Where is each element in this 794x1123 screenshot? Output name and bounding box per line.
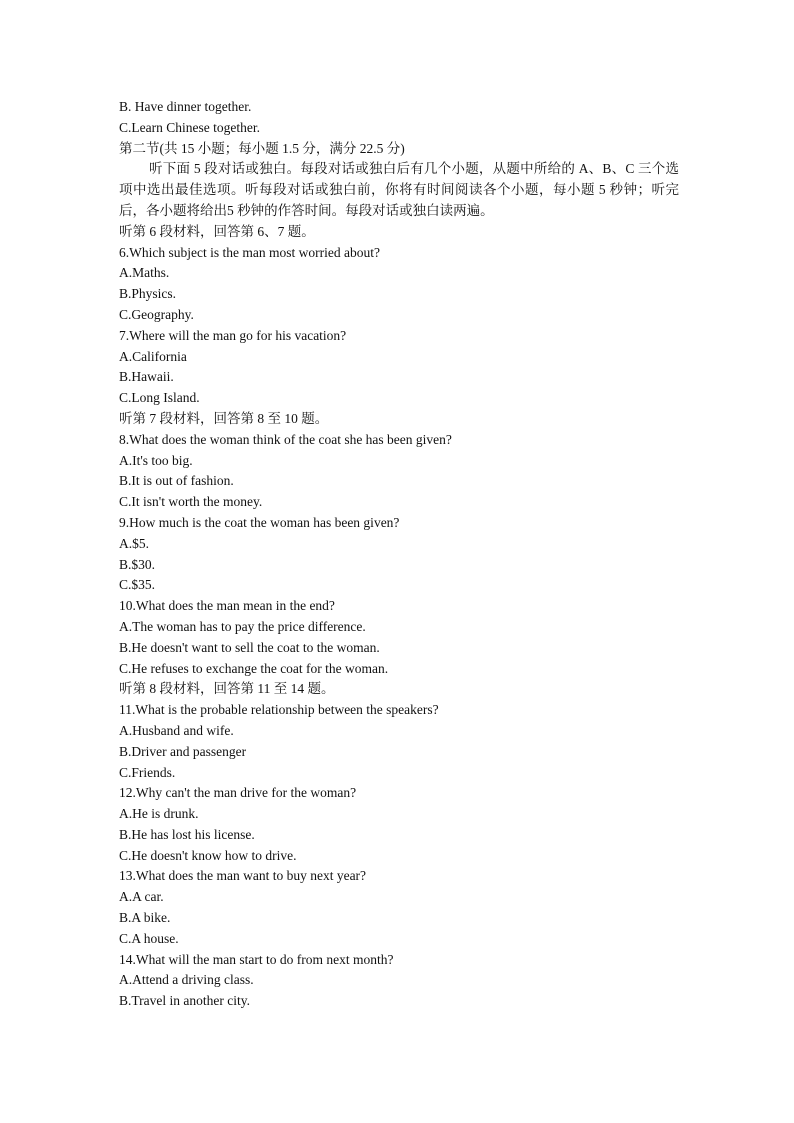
question-line: 10.What does the man mean in the end? [119,598,335,614]
option-line: B.Physics. [119,286,177,302]
option-line: B. Have dinner together. [119,99,252,114]
section-heading: 第二节(共 15 小题；每小题 1.5 分，满分 22.5 分) [119,140,405,156]
option-line: B.A bike. [119,910,171,926]
material-heading: 听第 8 段材料，回答第 11 至 14 题。 [119,681,335,697]
option-line: A.A car. [119,889,164,905]
option-line: B.He doesn't want to sell the coat to the woman. [119,639,380,655]
question-line: 13.What does the man want to buy next year? [119,868,367,884]
exam-page [119,97,679,1012]
question-line: 7.Where will the man go for his vacation? [119,327,347,343]
option-line: C.He doesn't know how to drive. [119,847,297,863]
question-line: 8.What does the woman think of the coat she has been given? [119,431,452,447]
option-line: C.Friends. [119,764,176,780]
option-line: A.Husband and wife. [119,722,234,738]
option-line: A.The woman has to pay the price difference. [119,618,366,634]
option-line: A.Attend a driving class. [119,972,254,988]
question-list [119,222,679,1012]
material-heading: 听第 6 段材料，回答第 6、7 题。 [119,223,315,239]
option-line: A.Maths. [119,265,170,281]
option-line: C.It isn't worth the money. [119,494,263,510]
option-line: B.Travel in another city. [119,993,250,1009]
material-heading: 听第 7 段材料，回答第 8 至 10 题。 [119,410,329,426]
question-line: 14.What will the man start to do from next month? [119,951,394,967]
option-line: C.A house. [119,930,179,946]
instructions-paragraph [119,159,679,221]
option-line: C.Learn Chinese together. [119,119,260,135]
question-line: 11.What is the probable relationship between the speakers? [119,702,439,718]
option-line: C.Long Island. [119,390,200,406]
option-line: C.He refuses to exchange the coat for the woman. [119,660,389,676]
option-line: C.$35. [119,577,156,593]
option-line: B.It is out of fashion. [119,473,234,489]
option-line: B.He has lost his license. [119,826,255,842]
question-line: 12.Why can't the man drive for the woman? [119,785,357,801]
question-line: 9.How much is the coat the woman has been given? [119,514,400,530]
option-line: B.Driver and passenger [119,743,247,759]
question-line: 6.Which subject is the man most worried about? [119,244,380,260]
option-line: A.California [119,348,187,364]
instructions-text: 听下面 5 段对话或独白。每段对话或独白后有几个小题，从题中所给的 A、B、C 三个选项中选出最佳选项。听每段对话或独白前，你将有时间阅读各个小题，每小题 5 秒钟；听完后，各小题将给出5 秒钟的作答时间。每段对话或独白读两遍。 [119,161,679,218]
option-line: A.$5. [119,535,149,551]
option-line: B.$30. [119,556,156,572]
option-line: C.Geography. [119,306,194,322]
option-line: A.He is drunk. [119,806,199,822]
option-line: A.It's too big. [119,452,193,468]
option-line: B.Hawaii. [119,369,174,385]
